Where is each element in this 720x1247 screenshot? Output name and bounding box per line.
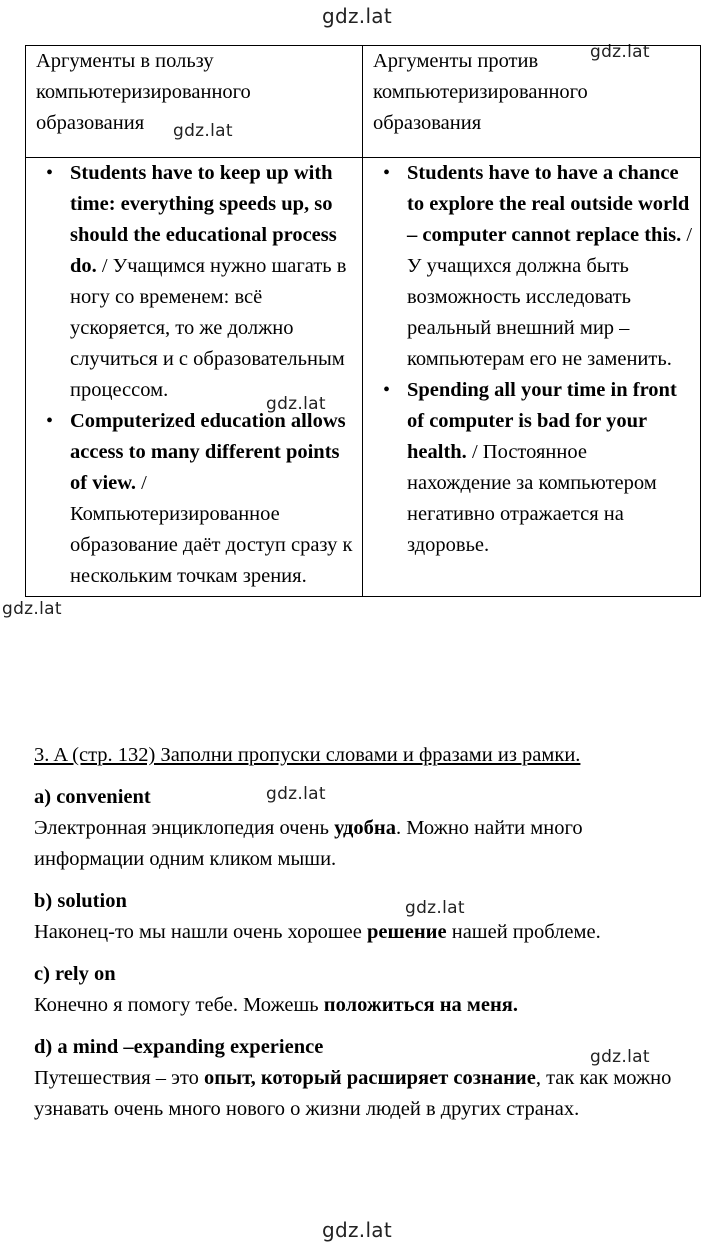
- sentence-answer: решение: [366, 921, 447, 943]
- answer-word: b) solution: [34, 890, 127, 912]
- russian-translation: / Постоянное нахождение за компьютером негативно отражается на здоровье.: [407, 441, 657, 556]
- watermark: gdz.lat: [322, 4, 393, 28]
- sentence-text: Электронная энциклопедия очень: [34, 817, 335, 839]
- list-item: [36, 158, 356, 406]
- watermark: gdz.lat: [590, 1047, 650, 1067]
- watermark: gdz.lat: [266, 784, 326, 804]
- sentence-text: , так как можно узнавать очень много нового о жизни людей в других странах.: [34, 1067, 672, 1120]
- watermark: gdz.lat: [266, 394, 326, 414]
- sentence-answer: удобна: [334, 817, 396, 839]
- list-item: [373, 158, 694, 375]
- sentence-answer: положиться на меня.: [323, 994, 519, 1016]
- header-against: Аргументы против компьютеризированного образования: [363, 46, 701, 158]
- sentence-text: Наконец-то мы нашли очень хорошее: [34, 921, 367, 943]
- header-for: Аргументы в пользу компьютеризированного образования: [26, 46, 363, 158]
- arguments-table: [25, 45, 701, 597]
- watermark: gdz.lat: [405, 898, 465, 918]
- russian-translation: / Компьютеризированное образование даёт доступ сразу к нескольким точкам зрения.: [70, 472, 353, 587]
- table-header-row: [26, 46, 701, 158]
- watermark: gdz.lat: [322, 1218, 393, 1242]
- answer-word: a) convenient: [34, 786, 151, 808]
- sentence-text: . Можно найти много информации одним кликом мыши.: [34, 817, 583, 870]
- english-argument: Students have to keep up with time: everything speeds up, so should the educational process do.: [70, 162, 337, 277]
- sentence-text: Путешествия – это: [34, 1067, 205, 1089]
- english-argument: Students have to have a chance to explore the real outside world – computer cannot replace this.: [407, 162, 690, 246]
- exercise-item: [34, 782, 694, 875]
- list-item: [373, 375, 694, 561]
- against-cell: [363, 158, 701, 597]
- for-cell: [26, 158, 363, 597]
- against-list: [373, 158, 694, 565]
- answer-word: d) a mind –expanding experience: [34, 1036, 324, 1058]
- english-argument: Computerized education allows access to many different points of view.: [70, 410, 346, 494]
- russian-translation: / У учащихся должна быть возможность исследовать реальный внешний мир – компьютерам его не заменить.: [407, 224, 693, 370]
- watermark: gdz.lat: [2, 599, 62, 619]
- sentence-text: нашей проблеме.: [446, 921, 601, 943]
- sentence-answer: опыт, который расширяет сознание: [204, 1067, 536, 1089]
- sentence-text: Конечно я помогу тебе. Можешь: [34, 994, 324, 1016]
- table-row: [26, 158, 701, 597]
- exercise-section: [34, 740, 694, 1136]
- exercise-item: [34, 1032, 694, 1125]
- exercise-item: [34, 959, 694, 1021]
- exercise-item: [34, 886, 694, 948]
- list-item: [36, 406, 356, 592]
- watermark: gdz.lat: [173, 121, 233, 141]
- exercise-title: 3. A (стр. 132) Заполни пропуски словами и фразами из рамки.: [34, 744, 581, 766]
- answer-word: c) rely on: [34, 963, 116, 985]
- english-argument: Spending all your time in front of computer is bad for your health.: [407, 379, 677, 463]
- russian-translation: / Учащимся нужно шагать в ногу со временем: всё ускоряется, то же должно случиться и с образовательным процессом.: [70, 255, 347, 401]
- for-list: [36, 158, 356, 596]
- watermark: gdz.lat: [590, 42, 650, 62]
